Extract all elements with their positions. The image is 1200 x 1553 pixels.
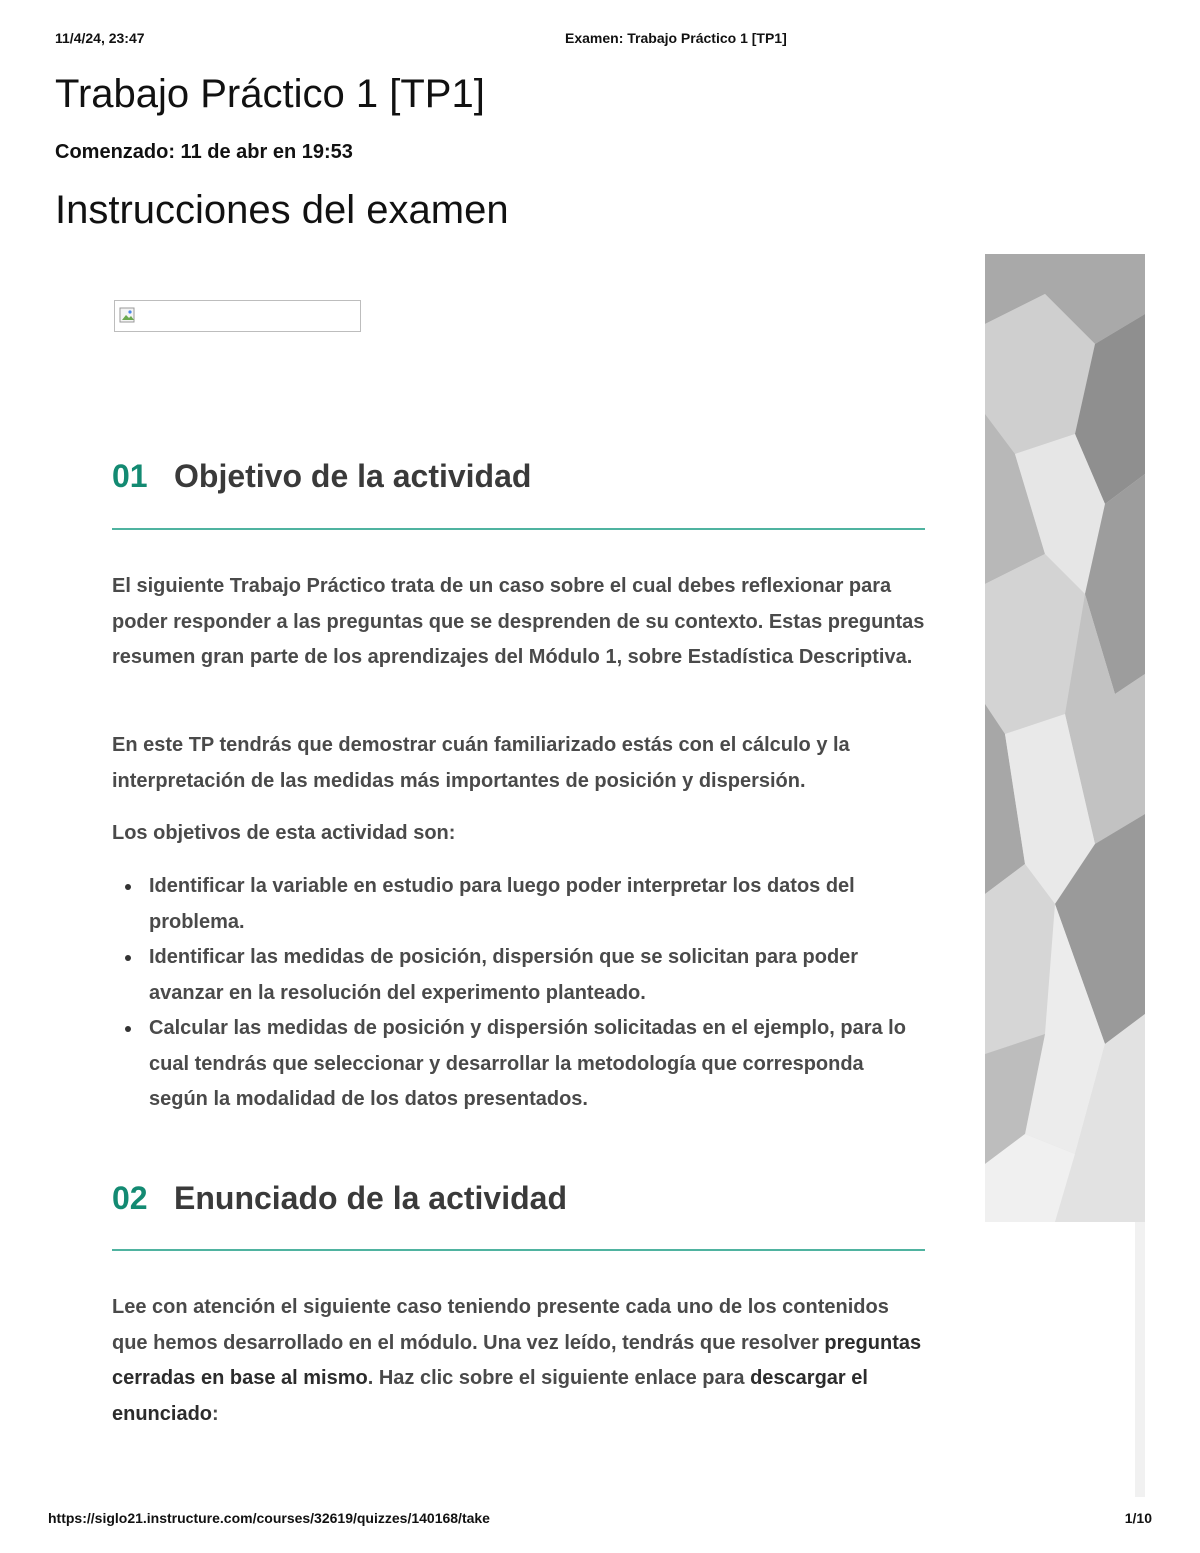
list-item: Identificar la variable en estudio para luego poder interpretar los datos del problema. xyxy=(112,869,927,940)
statement-emphasis: preguntas cerradas en base al mismo xyxy=(112,1331,922,1389)
print-doc-title: Examen: Trabajo Práctico 1 [TP1] xyxy=(565,30,787,46)
section-divider xyxy=(112,528,925,530)
print-url: https://siglo21.instructure.com/courses/32619/quizzes/140168/take xyxy=(48,1510,490,1526)
section-divider xyxy=(112,1249,925,1251)
page-title: Trabajo Práctico 1 [TP1] xyxy=(55,72,485,116)
broken-image-placeholder xyxy=(114,300,361,332)
decorative-side-image xyxy=(985,254,1145,1222)
statement-text: Lee con atención el siguiente caso teniendo presente cada uno de los contenidos que hemos desarrollado en el módulo. Una vez leído, tendrás que resolver xyxy=(112,1296,889,1354)
section-title: Objetivo de la actividad xyxy=(174,458,532,494)
print-footer xyxy=(48,1510,1152,1530)
objective-detail-paragraph: En este TP tendrás que demostrar cuán familiarizado estás con el cálculo y la interpretación de las medidas más importantes de posición y dispersión. xyxy=(112,734,850,792)
list-item: Identificar las medidas de posición, dispersión que se solicitan para poder avanzar en la resolución del experimento planteado. xyxy=(112,940,927,1011)
objective-intro-paragraph: El siguiente Trabajo Práctico trata de un caso sobre el cual debes reflexionar para poder responder a las preguntas que se desprenden de su contexto. Estas preguntas resumen gran parte de los aprendizajes del Módulo 1, sobre Estadística Descriptiva. xyxy=(112,575,925,668)
broken-image-icon xyxy=(119,307,137,325)
started-timestamp: Comenzado: 11 de abr en 19:53 xyxy=(55,141,353,163)
statement-paragraph xyxy=(112,1290,927,1432)
objectives-lead: Los objetivos de esta actividad son: xyxy=(112,822,456,844)
statement-text: : xyxy=(212,1402,219,1425)
objectives-list xyxy=(112,869,927,1118)
print-page-number: 1/10 xyxy=(1124,1510,1152,1526)
statement-text: . Haz clic sobre el siguiente enlace para xyxy=(367,1367,751,1389)
section-title: Enunciado de la actividad xyxy=(174,1180,567,1216)
decorative-pattern xyxy=(985,254,1145,1222)
instructions-title: Instrucciones del examen xyxy=(55,188,509,232)
section-number: 02 xyxy=(112,1180,148,1216)
side-scroll-strip xyxy=(1135,1222,1145,1497)
section-number: 01 xyxy=(112,458,148,494)
print-header xyxy=(55,30,1152,50)
print-datetime: 11/4/24, 23:47 xyxy=(55,30,145,46)
statement-emphasis: descargar el enunciado xyxy=(112,1367,868,1425)
list-item: Calcular las medidas de posición y dispersión solicitadas en el ejemplo, para lo cual tendrás que seleccionar y desarrollar la metodología que corresponda según la modalidad de los datos presentados. xyxy=(112,1011,927,1118)
